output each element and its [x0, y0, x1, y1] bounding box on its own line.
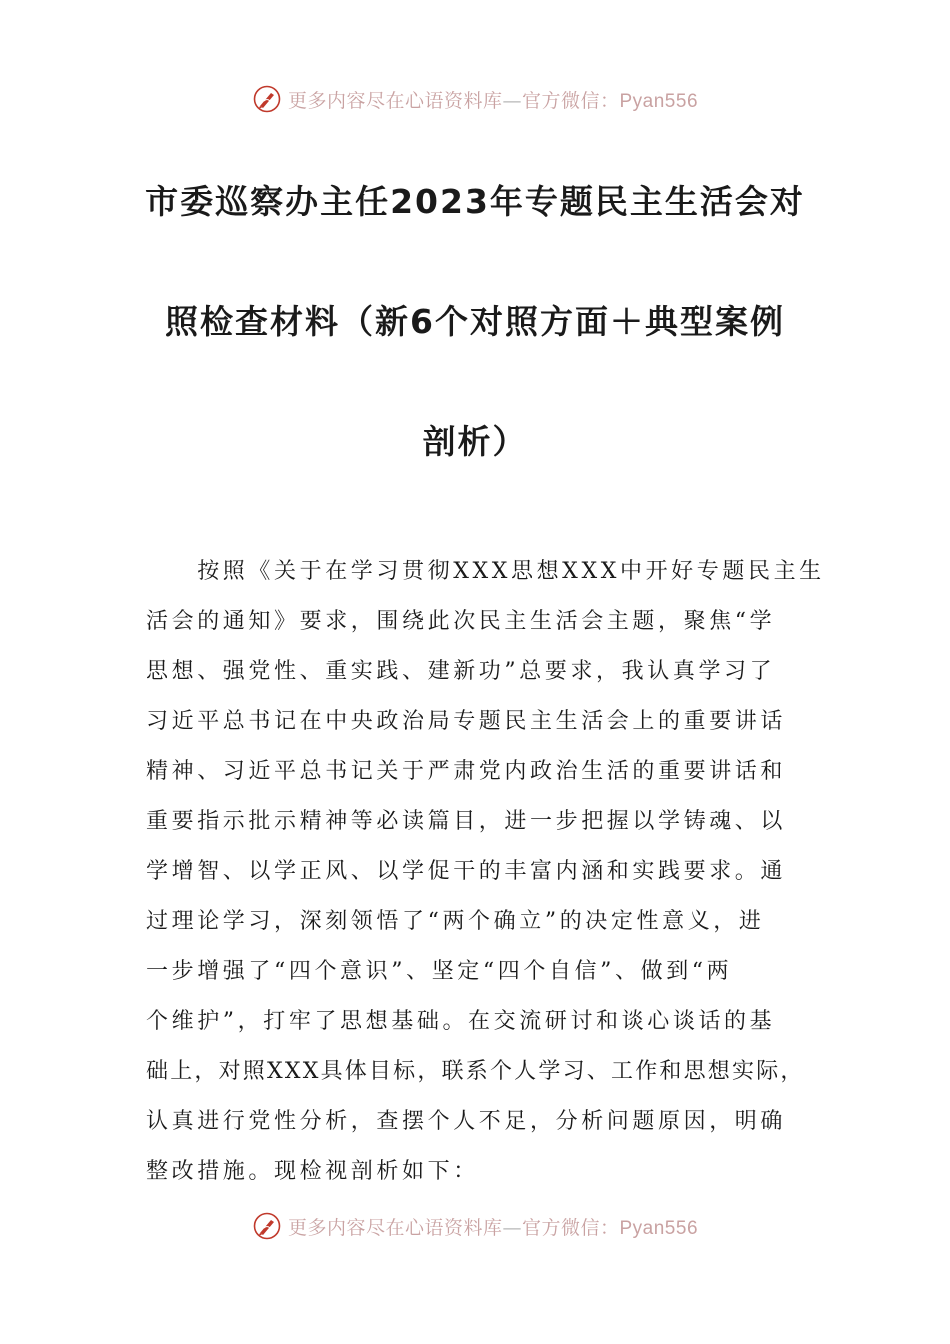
header-watermark [0, 84, 950, 114]
watermark-tail: 官方微信： [521, 89, 620, 112]
title-line-3: 剖析） [422, 422, 528, 461]
watermark-main: 更多内容尽在心语资料库 [287, 89, 503, 112]
pen-logo-icon [252, 84, 282, 114]
watermark-main: 更多内容尽在心语资料库 [287, 1216, 503, 1239]
body-line: 个维护”，打牢了思想基础。在交流研讨和谈心谈话的基 [146, 1009, 776, 1034]
body-line: 过理论学习，深刻领悟了“两个确立”的决定性意义，进 [146, 909, 765, 934]
footer-watermark [0, 1211, 950, 1241]
body-line: 础上，对照XXX具体目标，联系个人学习、工作和思想实际， [146, 1059, 805, 1084]
body-line: 思想、强党性、重实践、建新功”总要求，我认真学习了 [146, 659, 776, 684]
title-line-2: 照检查材料（新6个对照方面＋典型案例 [165, 302, 785, 341]
body-line: 一步增强了“四个意识”、坚定“四个自信”、做到“两 [146, 959, 733, 984]
watermark-separator: — [502, 1216, 522, 1239]
watermark-text [288, 86, 698, 113]
watermark-tail: 官方微信： [521, 1216, 620, 1239]
watermark-wechat-id: Pyan556 [619, 90, 699, 112]
body-line: 习近平总书记在中央政治局专题民主生活会上的重要讲话 [146, 709, 787, 734]
pen-logo-icon [252, 1211, 282, 1241]
title-line-1: 市委巡察办主任2023年专题民主生活会对 [145, 182, 805, 221]
watermark-text [288, 1213, 698, 1240]
body-line: 认真进行党性分析，查摆个人不足，分析问题原因，明确 [146, 1109, 787, 1134]
body-line: 精神、习近平总书记关于严肃党内政治生活的重要讲话和 [146, 759, 787, 784]
body-line: 活会的通知》要求，围绕此次民主生活会主题，聚焦“学 [146, 609, 776, 634]
body-line: 整改措施。现检视剖析如下： [146, 1159, 479, 1184]
watermark-separator: — [502, 89, 522, 112]
body-line: 学增智、以学正风、以学促干的丰富内涵和实践要求。通 [146, 859, 787, 884]
body-line: 重要指示批示精神等必读篇目，进一步把握以学铸魂、以 [146, 809, 787, 834]
watermark-wechat-id: Pyan556 [619, 1217, 699, 1239]
body-line: 按照《关于在学习贯彻XXX思想XXX中开好专题民主生 [146, 559, 825, 584]
